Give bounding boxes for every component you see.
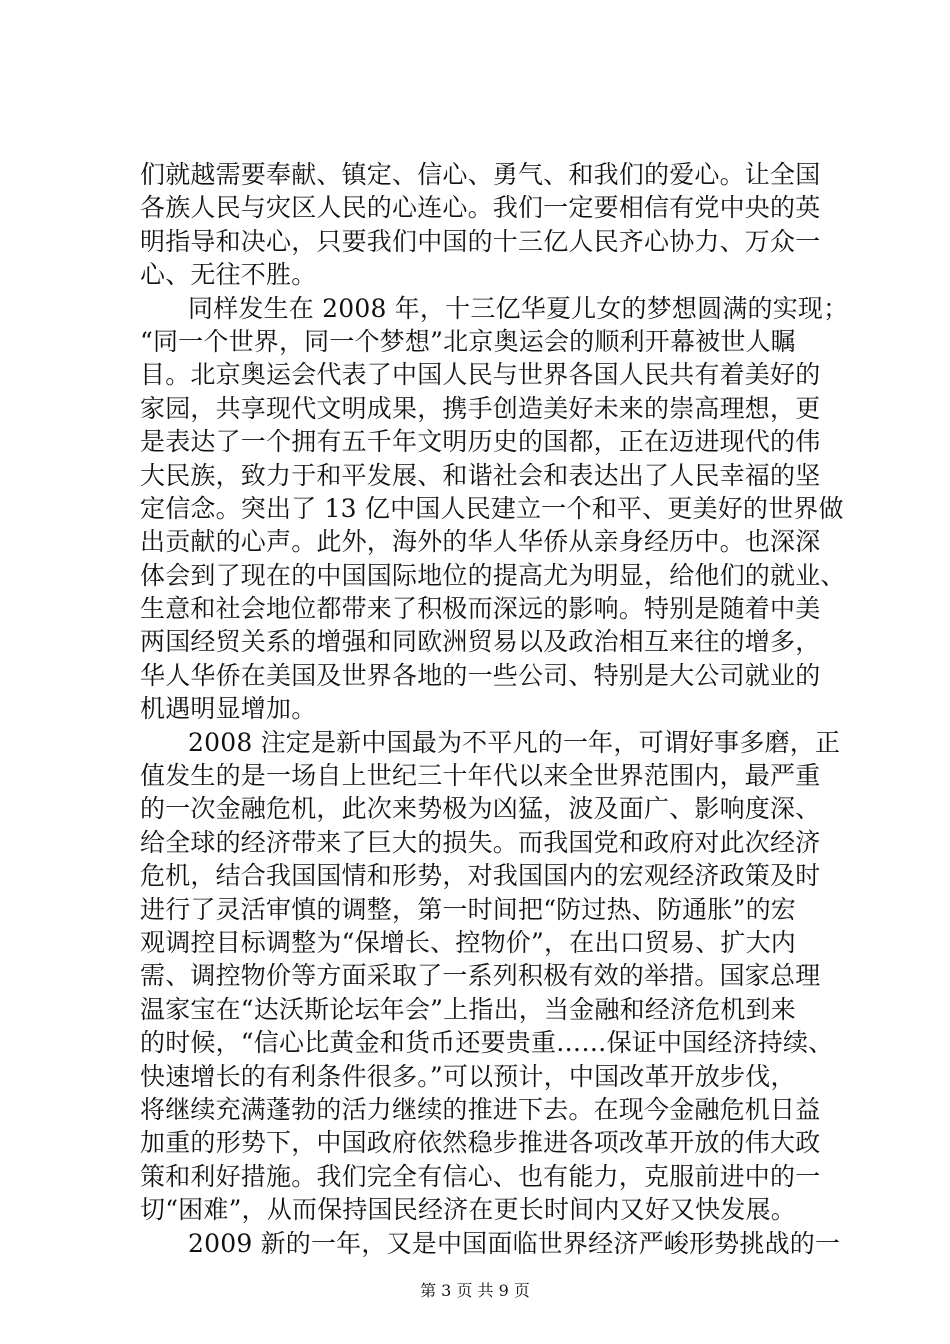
text-line: 家园，共享现代文明成果，携手创造美好未来的崇高理想，更: [140, 393, 821, 423]
paragraph-first-line: 2008 注定是新中国最为不平凡的一年，可谓好事多磨，正: [188, 727, 841, 757]
text-line: 观调控目标调整为“保增长、控物价”，在出口贸易、扩大内: [140, 927, 796, 957]
text-line: “同一个世界，同一个梦想”北京奥运会的顺利开幕被世人瞩: [140, 326, 796, 356]
text-line: 出贡献的心声。此外，海外的华人华侨从亲身经历中。也深深: [140, 527, 821, 557]
page-footer: 第 3 页 共 9 页: [420, 1281, 530, 1300]
text-line: 心、无往不胜。: [140, 260, 317, 290]
text-line: 大民族，致力于和平发展、和谐社会和表达出了人民幸福的坚: [140, 460, 821, 490]
text-line: 各族人民与灾区人民的心连心。我们一定要相信有党中央的英: [140, 193, 821, 223]
text-line: 值发生的是一场自上世纪三十年代以来全世界范围内，最严重: [140, 761, 821, 791]
paragraph-first-line: 2009 新的一年，又是中国面临世界经济严峻形势挑战的一: [188, 1228, 841, 1258]
text-line: 是表达了一个拥有五千年文明历史的国都，正在迈进现代的伟: [140, 427, 821, 457]
text-line: 华人华侨在美国及世界各地的一些公司、特别是大公司就业的: [140, 660, 821, 690]
text-line: 目。北京奥运会代表了中国人民与世界各国人民共有着美好的: [140, 360, 821, 390]
text-line: 给全球的经济带来了巨大的损失。而我国党和政府对此次经济: [140, 827, 821, 857]
text-line: 明指导和决心，只要我们中国的十三亿人民齐心协力、万众一: [140, 226, 821, 256]
text-line: 温家宝在“达沃斯论坛年会”上指出，当金融和经济危机到来: [140, 994, 796, 1024]
text-line: 需、调控物价等方面采取了一系列积极有效的举措。国家总理: [140, 961, 821, 991]
text-line: 定信念。突出了 13 亿中国人民建立一个和平、更美好的世界做: [140, 493, 844, 523]
text-line: 两国经贸关系的增强和同欧洲贸易以及政治相互来往的增多，: [140, 627, 821, 657]
text-line: 危机，结合我国国情和形势，对我国国内的宏观经济政策及时: [140, 861, 821, 891]
text-line: 的一次金融危机，此次来势极为凶猛，波及面广、影响度深、: [140, 794, 821, 824]
text-line: 加重的形势下，中国政府依然稳步推进各项改革开放的伟大政: [140, 1128, 821, 1158]
text-line: 切“困难”，从而保持国民经济在更长时间内又好又快发展。: [140, 1195, 796, 1225]
document-body: [140, 158, 849, 1260]
text-line: 将继续充满蓬勃的活力继续的推进下去。在现今金融危机日益: [140, 1094, 821, 1124]
text-line: 们就越需要奉献、镇定、信心、勇气、和我们的爱心。让全国: [140, 160, 821, 189]
text-line: 体会到了现在的中国国际地位的提高尤为明显，给他们的就业、: [140, 560, 846, 590]
text-line: 策和利好措施。我们完全有信心、也有能力，克服前进中的一: [140, 1161, 821, 1191]
text-line: 进行了灵活审慎的调整，第一时间把“防过热、防通胀”的宏: [140, 894, 796, 924]
text-line: 的时候，“信心比黄金和货币还要贵重……保证中国经济持续、: [140, 1028, 834, 1058]
paragraph-first-line: 同样发生在 2008 年，十三亿华夏儿女的梦想圆满的实现；: [188, 293, 849, 323]
text-line: 机遇明显增加。: [140, 694, 317, 724]
text-line: 快速增长的有利条件很多。”可以预计，中国改革开放步伐，: [140, 1061, 796, 1091]
text-line: 生意和社会地位都带来了积极而深远的影响。特别是随着中美: [140, 594, 821, 624]
